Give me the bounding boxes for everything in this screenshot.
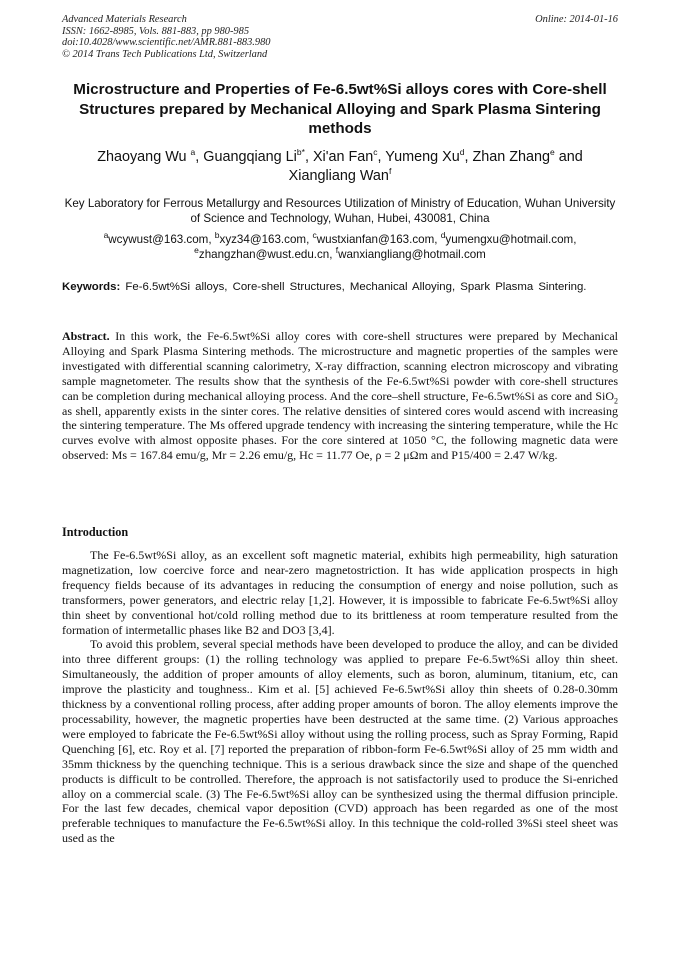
author-separator: , <box>304 149 313 165</box>
email-separator: , <box>329 248 336 261</box>
email-address[interactable]: zhangzhan@wust.edu.cn <box>198 248 330 261</box>
email-mark: e <box>194 245 199 256</box>
copyright-line: © 2014 Trans Tech Publications Ltd, Switzerland <box>62 48 268 60</box>
abstract-text: In this work, the Fe-6.5wt%Si alloy cores with core-shell structures were prepared by Mechanical Alloying and Spark Plasma Sintering methods. The microstructure and magnetic properties of the samples were investigated with differential scanning calorimetry, X-ray diffraction, scanning electron microscopy and vibrating sample magnetometer. The results show that the synthesis of the Fe-6.5wt%Si powder with core-shell structures can be completion during mechanical alloying process. And the core–shell structure, Fe-6.5wt%Si as core and SiO <box>62 329 618 403</box>
email-separator: , <box>306 233 313 246</box>
abstract-label: Abstract. <box>62 329 110 343</box>
journal-name: Advanced Materials Research <box>62 14 187 25</box>
abstract-subscript: 2 <box>614 396 618 406</box>
author-affil-mark: d <box>459 147 465 158</box>
email-entry[interactable] <box>312 230 435 246</box>
author-affil-mark: e <box>550 147 555 158</box>
email-list <box>62 232 618 262</box>
author-name: Zhan Zhang <box>472 149 551 165</box>
email-entry[interactable] <box>335 245 486 261</box>
email-mark: d <box>440 230 446 241</box>
email-mark: b <box>214 230 220 241</box>
keywords-label: Keywords: <box>62 281 121 293</box>
email-mark: a <box>103 230 109 241</box>
email-address[interactable]: xyz34@163.com <box>219 233 307 246</box>
author <box>203 149 305 165</box>
author-affil-mark: c <box>373 147 378 158</box>
author-affil-mark: a <box>190 147 196 158</box>
author <box>472 149 554 165</box>
email-address[interactable]: yumengxu@hotmail.com <box>445 233 574 246</box>
doi-line: doi:10.4028/www.scientific.net/AMR.881-883.980 <box>62 37 271 49</box>
intro-paragraph-2: To avoid this problem, several special methods have been developed to produce the alloy, and can be divided into three different groups: (1) the rolling technology was applied to prepare Fe-6.5wt%Si alloy thin sheet. Simultaneously, the addition of proper amounts of alloy elements, such as boron, aluminum, titanium, etc, can improve the plasticity and toughness.. Kim et al. [5] achieved Fe-6.5wt%Si alloy thin sheets of 0.28-0.30mm thickness by a conventional rolling process, after adding proper amounts of boron. The alloy elements improve the processability, however, the magnetic properties have been destructed at the same time. (2) Various approaches were employed to fabricate the Fe-6.5wt%Si alloy without using the rolling process, such as Spray Forming, Rapid Quenching [6], etc. Roy et al. [7] reported the preparation of ribbon-form Fe-6.5wt%Si alloy of 25 mm width and 35mm thickness by the quenching technique. This is a serious drawback since the size and shape of the quenched products is difficult to be controlled. Therefore, the approach is not satisfactorily used to produce the Si-enriched alloy on a commercial scale. (3) The Fe-6.5wt%Si alloy can be synthesized using the thermal diffusion principle. For the last few decades, chemical vapor deposition (CVD) approach has been regarded as one of the most preferable techniques to manufacture the Fe-6.5wt%Si alloy. In this technique the cold-rolled 3%Si steel sheet was used as the <box>62 637 618 846</box>
abstract-text-cont: as shell, apparently exists in the sinter cores. The relative densities of sintered cores would ascend with increasing the sintering temperature. The Ms offered upgrade tendency with increasing the sintering temperature, while the Hc curves evolve with almost opposite phases. For the core sintered at 1050 °C, the following magnetic data were observed: Ms = 167.84 emu/g, Mr = 2.26 emu/g, Hc = 11.77 Oe, ρ = 2 μΩm and P15/400 = 2.47 W/kg. <box>62 403 618 463</box>
email-separator: , <box>573 233 577 246</box>
author <box>289 168 392 184</box>
author-separator: , <box>195 149 204 165</box>
keywords <box>62 280 618 295</box>
author-separator: and <box>554 149 583 165</box>
email-separator: , <box>434 233 441 246</box>
author-list <box>62 148 618 186</box>
author-affil-mark: f <box>388 166 392 177</box>
section-heading-introduction: Introduction <box>62 525 129 539</box>
keywords-text: Fe-6.5wt%Si alloys, Core-shell Structures, Mechanical Alloying, Spark Plasma Sintering. <box>125 281 587 293</box>
email-entry[interactable] <box>214 230 307 246</box>
author <box>97 149 195 165</box>
author-affil-mark: b* <box>296 147 305 158</box>
email-entry[interactable] <box>440 230 577 246</box>
author-separator: , <box>377 149 386 165</box>
intro-paragraph-1: The Fe-6.5wt%Si alloy, as an excellent soft magnetic material, exhibits high permeability, high saturation magnetization, low coercive force and near-zero magnetostriction. It has wide application prospects in high frequency fields because of its advantages in reducing the consumption of energy and noise pollution, such as transformers, power generators, and electric relay [1,2]. However, it is impossible to fabricate Fe-6.5wt%Si alloy thin sheet by conventional hot/cold rolling method due to its brittleness at room temperature resulted from the formation of intermetallic phases like B2 and DO3 [3,4]. <box>62 548 618 637</box>
email-separator: , <box>208 233 215 246</box>
author-name: Guangqiang Li <box>203 149 297 165</box>
author <box>313 149 378 165</box>
paper-title: Microstructure and Properties of Fe-6.5wt%Si alloys cores with Core-shell Structures prepared by Mechanical Alloying and Spark Plasma Sintering methods <box>73 81 607 138</box>
email-address[interactable]: wustxianfan@163.com <box>316 233 435 246</box>
affiliation: Key Laboratory for Ferrous Metallurgy and Resources Utilization of Ministry of Education, Wuhan University of Science and Technology, Wuhan, Hubei, 430081, China <box>64 197 616 225</box>
email-address[interactable]: wcywust@163.com <box>108 233 209 246</box>
author-name: Zhaoyang Wu <box>97 149 187 165</box>
author <box>385 149 464 165</box>
email-mark: c <box>312 230 317 241</box>
author-name: Xiangliang Wan <box>288 168 389 184</box>
online-date: Online: 2014-01-16 <box>535 14 618 25</box>
author-name: Yumeng Xu <box>385 149 460 165</box>
journal-header <box>62 14 618 60</box>
author-separator: , <box>464 149 473 165</box>
email-address[interactable]: wanxiangliang@hotmail.com <box>338 248 486 261</box>
email-mark: f <box>335 245 339 256</box>
issn-line: ISSN: 1662-8985, Vols. 881-883, pp 980-985 <box>62 25 250 37</box>
email-entry[interactable] <box>194 245 330 261</box>
author-name: Xi'an Fan <box>312 149 374 165</box>
introduction-body <box>62 548 618 846</box>
email-entry[interactable] <box>103 230 209 246</box>
abstract <box>62 329 618 463</box>
